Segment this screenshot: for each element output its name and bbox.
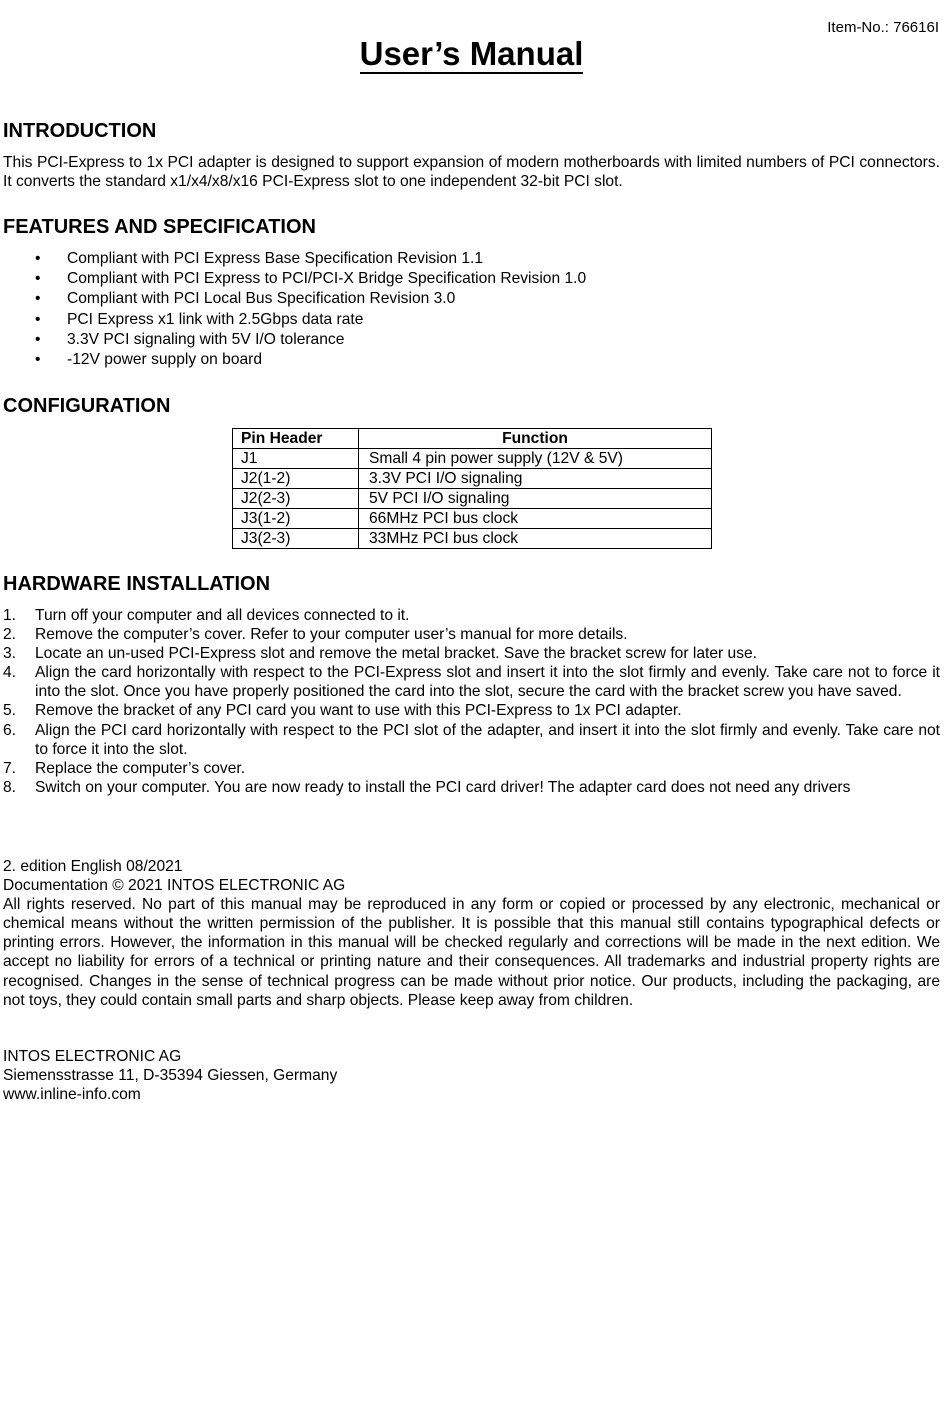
hardware-heading: HARDWARE INSTALLATION <box>3 573 271 595</box>
introduction-text: This PCI-Express to 1x PCI adapter is designed to support expansion of modern motherboards with limited numbers of PCI connectors. It converts the standard x1/x4/x8/x16 PCI-Express slot to one independent 32-bit PCI slot. <box>3 154 940 191</box>
installation-steps <box>3 606 940 797</box>
list-item <box>3 310 586 330</box>
list-item <box>3 701 940 720</box>
edition-line: 2. edition English 08/2021 <box>3 858 183 875</box>
list-item <box>3 778 940 797</box>
step-text: Turn off your computer and all devices connected to it. <box>35 607 410 624</box>
features-list <box>3 249 586 370</box>
list-item <box>3 644 940 663</box>
page-title <box>0 34 943 74</box>
column-header-function: Function <box>359 429 712 449</box>
documentation-line: Documentation © 2021 INTOS ELECTRONIC AG <box>3 877 346 895</box>
feature-text: Compliant with PCI Express to PCI/PCI-X Bridge Specification Revision 1.0 <box>67 270 587 288</box>
features-heading: FEATURES AND SPECIFICATION <box>3 216 316 238</box>
footer <box>3 857 940 1010</box>
list-item <box>3 330 586 350</box>
bullet-icon: • <box>35 290 41 308</box>
function-cell: Small 4 pin power supply (12V & 5V) <box>359 449 712 469</box>
step-text: Replace the computer’s cover. <box>35 759 246 777</box>
step-number: 2. <box>3 626 17 644</box>
list-item <box>3 350 586 370</box>
list-item <box>3 663 940 701</box>
pin-cell: J3(1-2) <box>233 509 359 529</box>
step-number: 4. <box>3 664 17 682</box>
list-item <box>3 606 940 625</box>
company-address <box>3 1047 337 1104</box>
step-number: 3. <box>3 645 17 663</box>
website-link[interactable]: www.inline-info.com <box>3 1086 141 1104</box>
bullet-icon: • <box>35 350 41 368</box>
bullet-icon: • <box>35 250 41 267</box>
introduction-heading: INTRODUCTION <box>3 120 157 142</box>
table-row <box>233 449 712 469</box>
feature-text: PCI Express x1 link with 2.5Gbps data rate <box>67 310 364 328</box>
pin-cell: J2(2-3) <box>233 489 359 509</box>
step-text: Remove the bracket of any PCI card you want to use with this PCI-Express to 1x PCI adapter. <box>35 702 682 720</box>
rights-text: All rights reserved. No part of this manual may be reproduced in any form or copied or processed by any electronic, mechanical or chemical means without the written permission of the publisher. It is possible that this manual still contains typographical defects or printing errors. However, the information in this manual will be checked regularly and corrections will be made in the next edition. We accept no liability for errors of a technical or printing nature and their consequences. All trademarks and industrial property rights are recognised. Changes in the sense of technical progress can be made without prior notice. Our products, including the packaging, are not toys, they could contain small parts and sharp objects. Please keep away from children. <box>3 896 940 1009</box>
table-row <box>233 469 712 489</box>
step-number: 1. <box>3 607 17 624</box>
table-row <box>233 489 712 509</box>
feature-text: Compliant with PCI Local Bus Specification Revision 3.0 <box>67 290 456 308</box>
bullet-icon: • <box>35 330 41 348</box>
step-text: Switch on your computer. You are now ready to install the PCI card driver! The adapter card does not need any drivers <box>35 778 851 796</box>
list-item <box>3 721 940 759</box>
table-row <box>233 509 712 529</box>
function-cell: 66MHz PCI bus clock <box>359 509 712 529</box>
table-header-row <box>233 429 712 449</box>
bullet-icon: • <box>35 270 41 288</box>
step-number: 7. <box>3 759 17 777</box>
step-number: 8. <box>3 778 17 796</box>
feature-text: -12V power supply on board <box>67 350 263 368</box>
list-item <box>3 625 940 644</box>
function-cell: 33MHz PCI bus clock <box>359 529 712 549</box>
step-text: Locate an un-used PCI-Express slot and remove the metal bracket. Save the bracket screw for later use. <box>35 645 757 663</box>
step-number: 5. <box>3 702 17 720</box>
item-number: Item-No.: 76616I <box>827 19 939 36</box>
step-number: 6. <box>3 721 17 739</box>
step-text: Align the PCI card horizontally with respect to the PCI slot of the adapter, and insert it into the slot firmly and evenly. Take care not to force it into the slot. <box>35 721 940 758</box>
step-text: Align the card horizontally with respect to the PCI-Express slot and insert it into the slot firmly and evenly. Take care not to force it into the slot. Once you have properly positioned the card into the slot, secure the card with the bracket screw you have saved. <box>35 664 940 701</box>
list-item <box>3 249 586 269</box>
pin-cell: J2(1-2) <box>233 469 359 489</box>
pin-cell: J1 <box>233 449 359 469</box>
feature-text: Compliant with PCI Express Base Specification Revision 1.1 <box>67 250 484 267</box>
company-name: INTOS ELECTRONIC AG <box>3 1048 182 1065</box>
configuration-table <box>232 428 712 549</box>
feature-text: 3.3V PCI signaling with 5V I/O tolerance <box>67 330 345 348</box>
list-item <box>3 289 586 309</box>
column-header-pin: Pin Header <box>233 429 359 449</box>
pin-cell: J3(2-3) <box>233 529 359 549</box>
street-address: Siemensstrasse 11, D-35394 Giessen, Germany <box>3 1067 338 1085</box>
table-row <box>233 529 712 549</box>
list-item <box>3 269 586 289</box>
configuration-heading: CONFIGURATION <box>3 395 171 417</box>
list-item <box>3 759 940 778</box>
step-text: Remove the computer’s cover. Refer to your computer user’s manual for more details. <box>35 626 628 644</box>
function-cell: 5V PCI I/O signaling <box>359 489 712 509</box>
page-title-text: User’s Manual <box>359 35 584 72</box>
function-cell: 3.3V PCI I/O signaling <box>359 469 712 489</box>
bullet-icon: • <box>35 310 41 328</box>
